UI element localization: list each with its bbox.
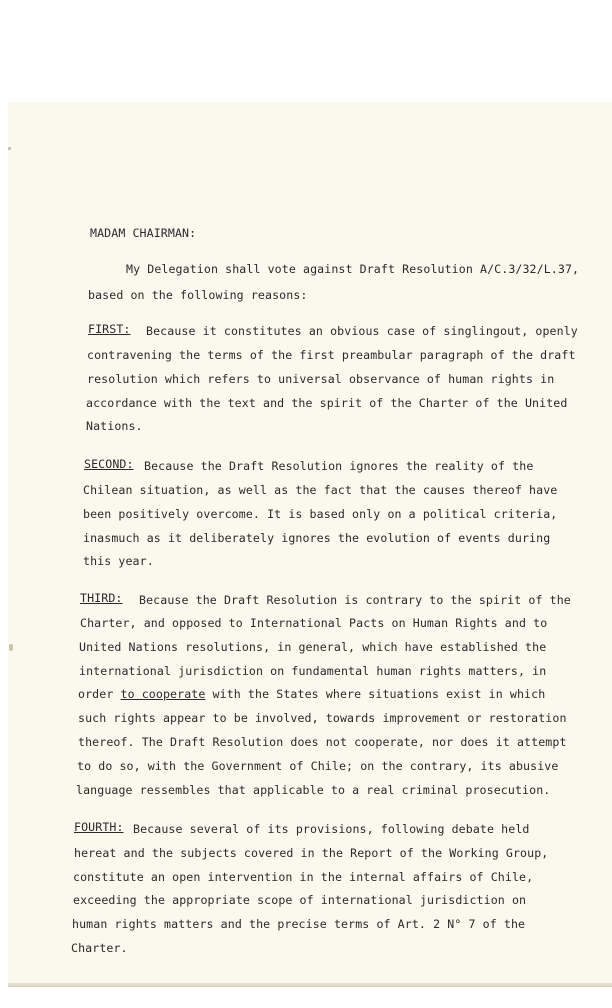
second-line-3: been positively overcome. It is based only on a political criteria,	[83, 507, 558, 521]
second-line-4: inasmuch as it deliberately ignores the evolution of events during	[83, 531, 551, 545]
first-line-5: Nations.	[86, 419, 143, 433]
second-line-1: Because the Draft Resolution ignores the reality of the	[144, 459, 534, 473]
third-line-5	[78, 687, 545, 701]
third-line-3: United Nations resolutions, in general, which have established the	[79, 640, 547, 654]
third-line-7: thereof. The Draft Resolution does not cooperate, nor does it attempt	[78, 735, 567, 749]
salutation: MADAM CHAIRMAN:	[90, 226, 197, 240]
third-line-9: language ressembles that applicable to a real criminal prosecution.	[76, 783, 551, 797]
paper-speck	[9, 644, 13, 651]
second-line-2: Chilean situation, as well as the fact that the causes thereof have	[83, 483, 558, 497]
third-label: THIRD:	[80, 591, 123, 605]
paper-speck	[8, 147, 11, 150]
fourth-line-5: human rights matters and the precise terms of Art. 2 N° 7 of the	[72, 917, 526, 931]
fourth-line-1: Because several of its provisions, following debate held	[133, 822, 530, 836]
first-line-1: Because it constitutes an obvious case of singlingout, openly	[146, 324, 578, 338]
third-line-1: Because the Draft Resolution is contrary to the spirit of the	[139, 593, 571, 607]
third-line-8: to do so, with the Government of Chile; on the contrary, its abusive	[77, 759, 559, 773]
second-label: SECOND:	[84, 457, 134, 471]
intro-line-1: My Delegation shall vote against Draft Resolution A/C.3/32/L.37,	[126, 262, 580, 276]
document-page	[8, 102, 612, 987]
first-label: FIRST:	[88, 322, 131, 336]
third-line-2: Charter, and opposed to International Pacts on Human Rights and to	[80, 616, 548, 630]
second-line-5: this year.	[83, 554, 154, 568]
fourth-line-4: exceeding the appropriate scope of international jurisdiction on	[73, 893, 527, 907]
third-line-5-pre: order	[78, 687, 121, 701]
fourth-line-6: Charter.	[71, 941, 128, 955]
third-line-6: such rights appear to be involved, towards improvement or restoration	[78, 711, 567, 725]
first-line-3: resolution which refers to universal observance of human rights in	[87, 372, 555, 386]
third-line-5-post: with the States where situations exist in which	[205, 687, 546, 701]
first-line-2: contravening the terms of the first preambular paragraph of the draft	[87, 348, 576, 362]
fourth-label: FOURTH:	[74, 820, 124, 834]
fourth-line-2: hereat and the subjects covered in the Report of the Working Group,	[74, 846, 549, 860]
first-line-4: accordance with the text and the spirit of the Charter of the United	[86, 396, 568, 410]
third-line-5-underlined: to cooperate	[120, 687, 206, 701]
third-line-4: international jurisdiction on fundamental human rights matters, in	[79, 664, 547, 678]
fourth-line-3: constitute an open intervention in the internal affairs of Chile,	[73, 870, 534, 884]
intro-line-2: based on the following reasons:	[88, 288, 308, 302]
